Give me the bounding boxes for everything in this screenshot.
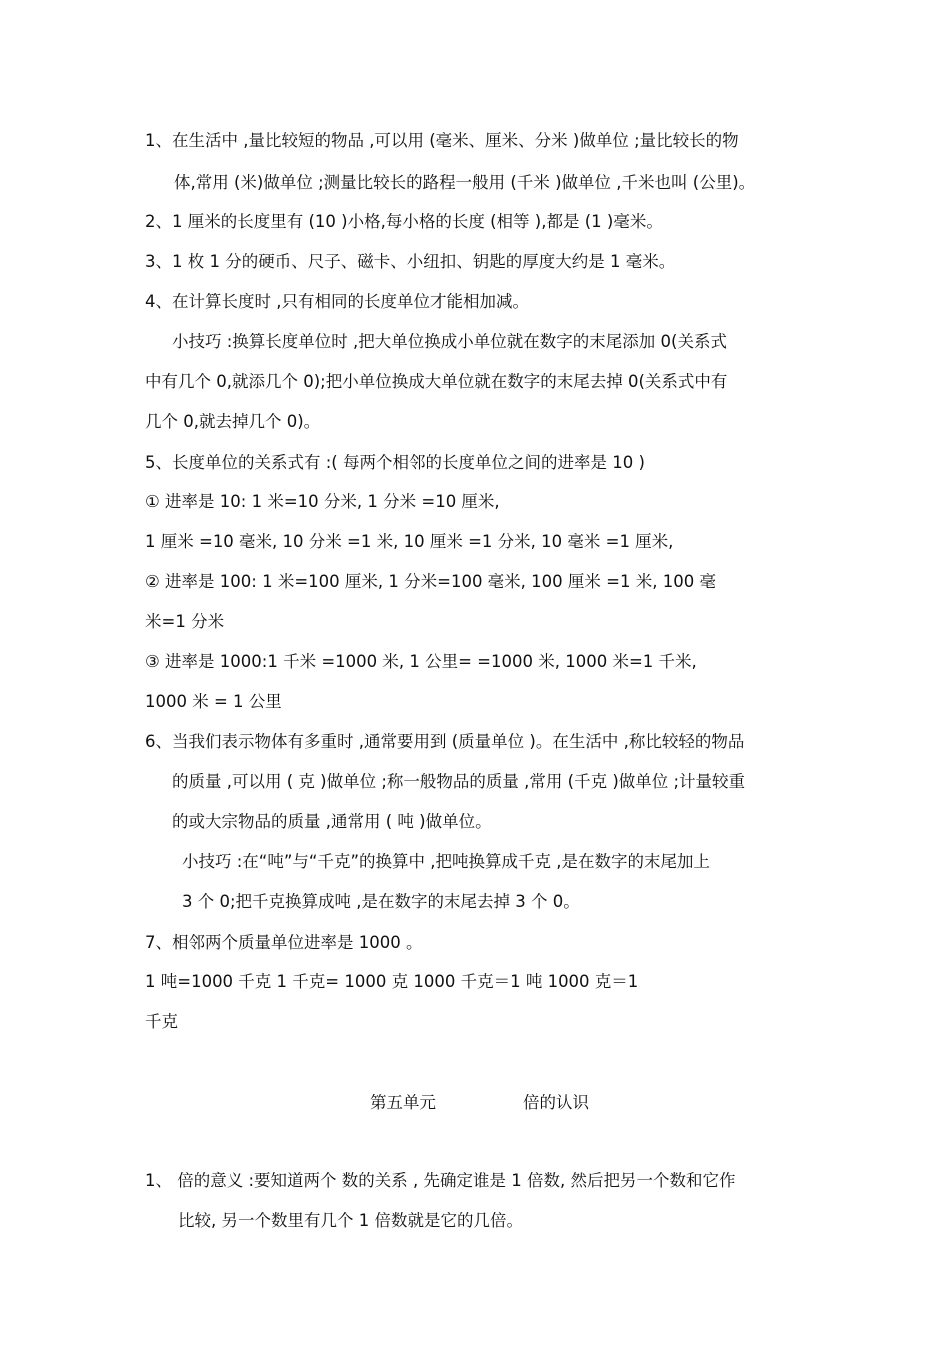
text-line: 1、 倍的意义 :要知道两个 数的关系 , 先确定谁是 1 倍数, 然后把另一个数和它作	[145, 1171, 736, 1190]
text-line: 3 个 0;把千克换算成吨 ,是在数字的末尾去掉 3 个 0。	[182, 892, 580, 911]
text-line: 小技巧 :在“吨”与“千克”的换算中 ,把吨换算成千克 ,是在数字的末尾加上	[182, 852, 710, 871]
text-line: 中有几个 0,就添几个 0);把小单位换成大单位就在数字的末尾去掉 0(关系式中有	[145, 372, 728, 391]
section-name-title: 倍的认识	[523, 1093, 589, 1112]
section-unit-title: 第五单元	[370, 1093, 436, 1112]
text-line: 比较, 另一个数里有几个 1 倍数就是它的几倍。	[178, 1211, 523, 1230]
text-line: ② 进率是 100: 1 米=100 厘米, 1 分米=100 毫米, 100 厘米 =1 米, 100 毫	[145, 572, 716, 591]
text-line: ③ 进率是 1000:1 千米 =1000 米, 1 公里= =1000 米, 1000 米=1 千米,	[145, 652, 697, 671]
text-line: 的质量 ,可以用 ( 克 )做单位 ;称一般物品的质量 ,常用 (千克 )做单位 ;计量较重	[172, 772, 746, 791]
text-line: 1 吨=1000 千克 1 千克= 1000 克 1000 千克＝1 吨 1000 克＝1	[145, 972, 639, 991]
text-line: 7、相邻两个质量单位进率是 1000 。	[145, 933, 423, 952]
text-line: 1、在生活中 ,量比较短的物品 ,可以用 (毫米、厘米、分米 )做单位 ;量比较长的物	[145, 131, 739, 150]
text-line: 3、1 枚 1 分的硬币、尺子、磁卡、小纽扣、钥匙的厚度大约是 1 毫米。	[145, 252, 676, 271]
text-line: 4、在计算长度时 ,只有相同的长度单位才能相加减。	[145, 292, 529, 311]
text-line: 千克	[145, 1012, 178, 1031]
text-line: 2、1 厘米的长度里有 (10 )小格,每小格的长度 (相等 ),都是 (1 )毫米。	[145, 212, 663, 231]
text-line: 1000 米 = 1 公里	[145, 692, 282, 711]
text-line: 米=1 分米	[145, 612, 225, 631]
text-line: 5、长度单位的关系式有 :( 每两个相邻的长度单位之间的进率是 10 )	[145, 453, 645, 472]
text-line: 的或大宗物品的质量 ,通常用 ( 吨 )做单位。	[172, 812, 492, 831]
text-line: 1 厘米 =10 毫米, 10 分米 =1 米, 10 厘米 =1 分米, 10 毫米 =1 厘米,	[145, 532, 674, 551]
text-line: 体,常用 (米)做单位 ;测量比较长的路程一般用 (千米 )做单位 ,千米也叫 (公里)。	[174, 173, 756, 192]
text-line: 6、当我们表示物体有多重时 ,通常要用到 (质量单位 )。在生活中 ,称比较轻的物品	[145, 732, 745, 751]
text-line: ① 进率是 10: 1 米=10 分米, 1 分米 =10 厘米,	[145, 492, 500, 511]
text-line: 小技巧 :换算长度单位时 ,把大单位换成小单位就在数字的末尾添加 0(关系式	[172, 332, 727, 351]
text-line: 几个 0,就去掉几个 0)。	[145, 412, 321, 431]
